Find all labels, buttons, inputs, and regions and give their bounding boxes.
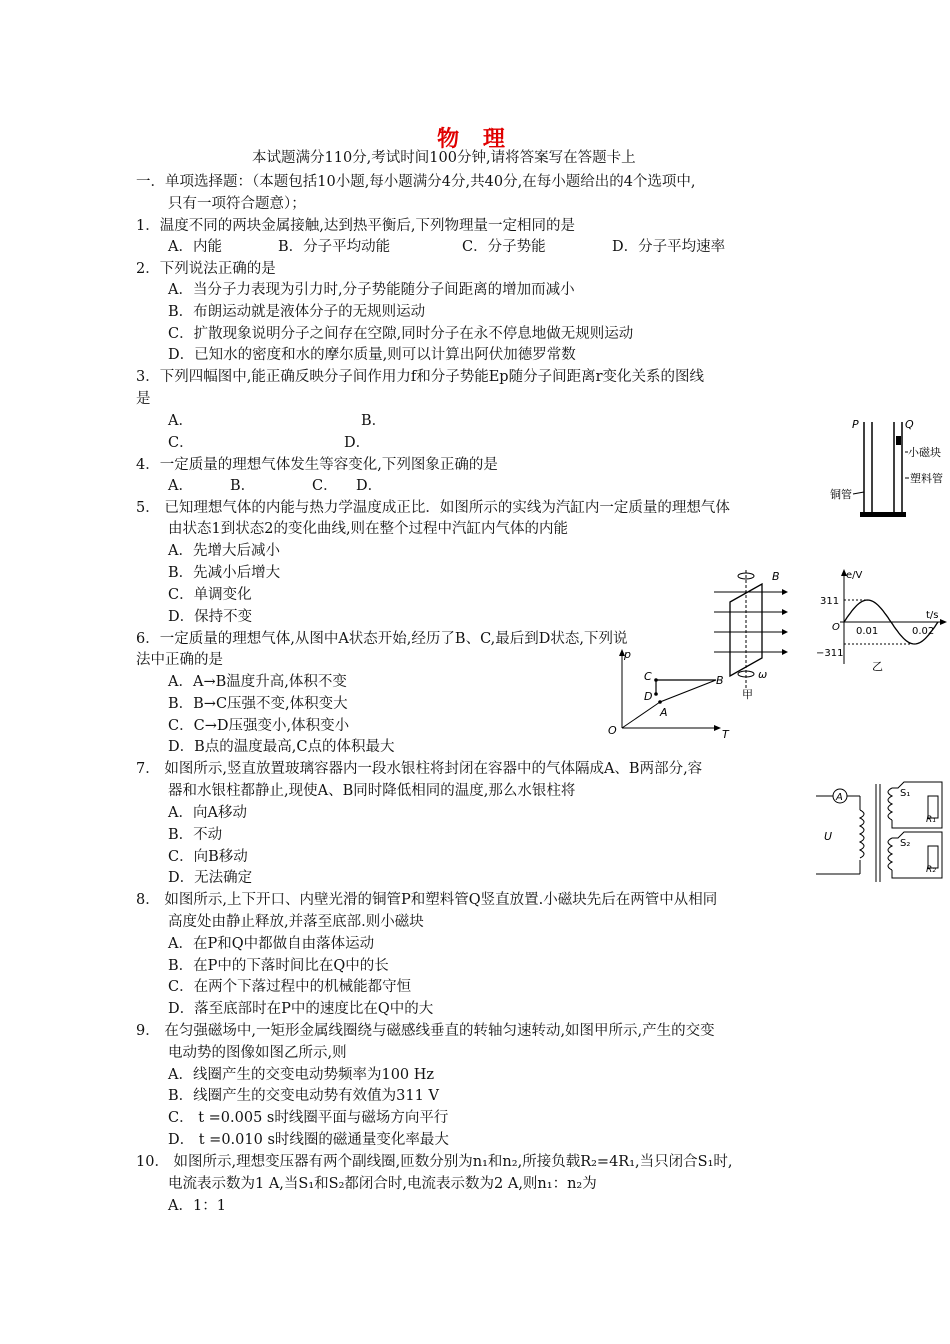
transformer-figure	[812, 774, 950, 888]
q10-option-a: A．1：1	[168, 1198, 226, 1214]
q3-option-c: C．	[168, 435, 194, 451]
label-state-b: B	[716, 674, 724, 687]
label-r2: R₂	[926, 865, 936, 875]
q3-option-d: D．	[344, 435, 371, 451]
label-t-axis: T	[722, 728, 729, 738]
tubes-figure	[826, 412, 950, 524]
label-copper: 铜管	[830, 488, 852, 501]
q5-option-c: C．单调变化	[168, 587, 252, 603]
label-p: P	[852, 418, 859, 431]
q6-option-a: A．A→B温度升高,体积不变	[168, 674, 347, 690]
magnet-block	[896, 436, 901, 445]
q9-option-a: A．线圈产生的交变电动势频率为100 Hz	[168, 1067, 435, 1083]
q2-option-c: C．扩散现象说明分子之间存在空隙,同时分子在永不停息地做无规则运动	[168, 326, 634, 342]
q4-option-b: B．	[230, 478, 256, 494]
q9-stem-cont: 电动势的图像如图乙所示,则	[168, 1045, 347, 1061]
q10-stem: 10． 如图所示,理想变压器有两个副线圈,匝数分别为n₁和n₂,所接负载R₂=4R₁,当只闭合S₁时,	[136, 1154, 733, 1170]
q9-option-b: B．线圈产生的交变电动势有效值为311 V	[168, 1088, 439, 1104]
label-q: Q	[905, 418, 914, 431]
q6-option-d: D．B点的温度最高,C点的体积最大	[168, 739, 395, 755]
label-origin: O	[608, 724, 617, 737]
q5-stem: 5． 已知理想气体的内能与热力学温度成正比．如图所示的实线为汽缸内一定质量的理想气体	[136, 500, 730, 516]
label-s2: S₂	[900, 838, 911, 849]
q8-option-b: B．在P中的下落时间比在Q中的长	[168, 958, 389, 974]
q5-option-a: A．先增大后减小	[168, 543, 280, 559]
q1-stem: 1．温度不同的两块金属接触,达到热平衡后,下列物理量一定相同的是	[136, 218, 575, 234]
q4-option-c: C．	[312, 478, 338, 494]
label-ammeter: A	[836, 792, 843, 803]
q5-option-d: D．保持不变	[168, 609, 253, 625]
q1-option-d: D．分子平均速率	[612, 239, 726, 255]
label-t2: 0.02	[912, 626, 935, 637]
emf-graph	[806, 566, 950, 676]
q4-option-d: D．	[356, 478, 383, 494]
label-plastic: 塑料管	[910, 472, 943, 485]
label-u: U	[824, 830, 833, 843]
q2-option-a: A．当分子力表现为引力时,分子势能随分子间距离的增加而减小	[168, 282, 575, 298]
q7-option-d: D．无法确定	[168, 870, 253, 886]
label-state-d: D	[644, 690, 653, 703]
label-s1: S₁	[900, 788, 911, 799]
q6-option-c: C．C→D压强变小,体积变小	[168, 718, 350, 734]
label-e-axis: e/V	[846, 570, 863, 581]
label-origin: O	[832, 622, 840, 633]
q8-stem-cont: 高度处由静止释放,并落至底部.则小磁块	[168, 914, 424, 930]
q1-option-c: C．分子势能	[462, 239, 546, 255]
label-t-axis: t/s	[926, 610, 939, 621]
q8-option-c: C．在两个下落过程中的机械能都守恒	[168, 979, 412, 995]
q3-stem-cont: 是	[136, 391, 151, 407]
q3-stem: 3．下列四幅图中,能正确反映分子间作用力f和分子势能Ep随分子间距离r变化关系的图线	[136, 369, 704, 385]
q3-option-b: B．	[361, 413, 387, 429]
q4-option-a: A．	[168, 478, 193, 494]
q7-option-b: B．不动	[168, 827, 223, 843]
q1-option-b: B．分子平均动能	[278, 239, 391, 255]
q5-option-b: B．先减小后增大	[168, 565, 281, 581]
label-state-a: A	[660, 706, 668, 719]
q1-option-a: A．内能	[168, 239, 222, 255]
label-omega: ω	[758, 668, 768, 681]
page-title: 物 理	[437, 126, 513, 152]
q6-stem-cont: 法中正确的是	[136, 652, 223, 668]
label-311: 311	[820, 596, 840, 607]
q2-option-b: B．布朗运动就是液体分子的无规则运动	[168, 304, 426, 320]
q8-option-d: D．落至底部时在P中的速度比在Q中的大	[168, 1001, 434, 1017]
q5-stem-cont: 由状态1到状态2的变化曲线,则在整个过程中汽缸内气体的内能	[168, 521, 569, 537]
pt-diagram	[604, 646, 730, 738]
q9-option-c: C． t =0.005 s时线圈平面与磁场方向平行	[168, 1110, 449, 1126]
label-r1: R₁	[926, 815, 936, 825]
label-t1: 0.01	[856, 626, 879, 637]
q6-option-b: B．B→C压强不变,体积变大	[168, 696, 348, 712]
label-magnet: 小磁块	[908, 446, 941, 459]
q2-option-d: D．已知水的密度和水的摩尔质量,则可以计算出阿伏加德罗常数	[168, 347, 576, 363]
q7-stem: 7． 如图所示,竖直放置玻璃容器内一段水银柱将封闭在容器中的气体隔成A、B两部分,容	[136, 761, 703, 777]
q6-stem: 6．一定质量的理想气体,从图中A状态开始,经历了B、C,最后到D状态,下列说	[136, 631, 628, 647]
q3-option-a: A．	[168, 413, 193, 429]
q2-stem: 2．下列说法正确的是	[136, 261, 276, 277]
section-heading: 一．单项选择题：（本题包括10小题,每小题满分4分,共40分,在每小题给出的4个选项中,	[136, 174, 696, 190]
q8-stem: 8． 如图所示,上下开口、内壁光滑的铜管P和塑料管Q竖直放置.小磁块先后在两管中从相同	[136, 892, 718, 908]
q9-option-d: D． t =0.010 s时线圈的磁通量变化率最大	[168, 1132, 449, 1148]
q4-stem: 4．一定质量的理想气体发生等容变化,下列图象正确的是	[136, 457, 498, 473]
q8-option-a: A．在P和Q中都做自由落体运动	[168, 936, 375, 952]
label-p-axis: p	[624, 648, 631, 661]
q7-option-c: C．向B移动	[168, 849, 248, 865]
section-heading-cont: 只有一项符合题意）；	[168, 196, 306, 212]
exam-intro: 本试题满分110分,考试时间100分钟,请将答案写在答题卡上	[252, 150, 636, 166]
caption-jia: 甲	[742, 688, 753, 700]
caption-yi: 乙	[872, 660, 883, 673]
q7-stem-cont: 器和水银柱都静止,现使A、B同时降低相同的温度,那么水银柱将	[168, 783, 576, 799]
label-b-field: B	[772, 570, 780, 583]
label-state-c: C	[644, 670, 652, 683]
q10-stem-cont: 电流表示数为1 A,当S₁和S₂都闭合时,电流表示数为2 A,则n₁：n₂为	[168, 1176, 597, 1192]
label-neg-311: −311	[816, 648, 844, 659]
q7-option-a: A．向A移动	[168, 805, 247, 821]
q9-stem: 9． 在匀强磁场中,一矩形金属线圈绕与磁感线垂直的转轴匀速转动,如图甲所示,产生的交变	[136, 1023, 715, 1039]
